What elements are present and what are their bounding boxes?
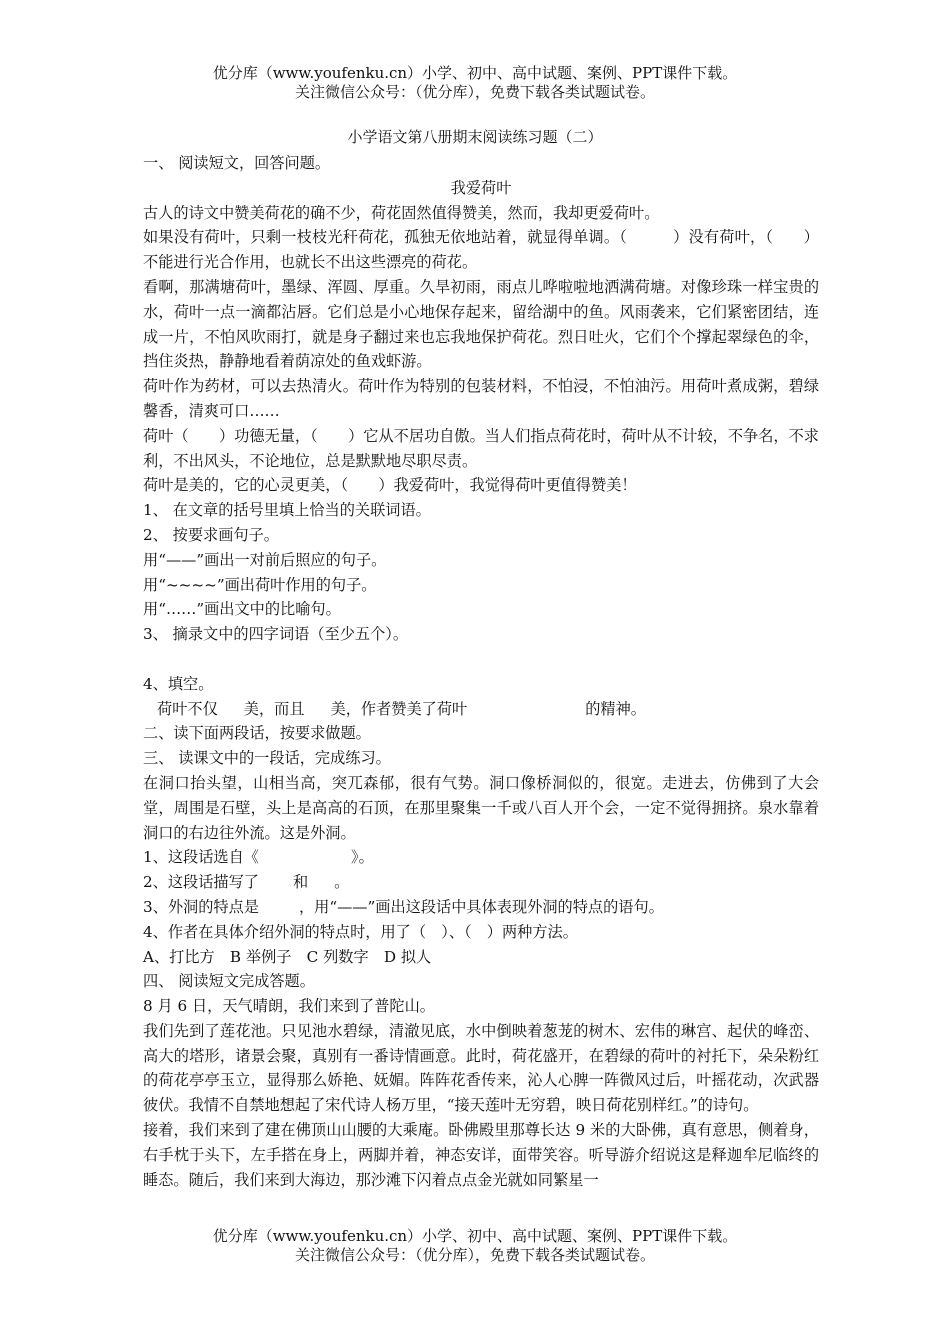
passage-paragraph: 接着，我们来到了建在佛顶山山腰的大乘庵。卧佛殿里那尊长达 9 米的大卧佛，真有意思，侧着身，右手枕于头下，左手搭在身上，两脚并着，神态安详，面带笑容。听导游介绍说这是释迦牟尼临终的睡态。随后，我们来到大海边，那沙滩下闪着点点金光就如同繁星一 xyxy=(143,1121,819,1189)
page-header xyxy=(0,64,950,102)
passage-title: 我爱荷叶 xyxy=(450,178,512,197)
answer-options: A、打比方 B 举例子 C 列数字 D 拟人 xyxy=(143,947,432,966)
passage-paragraph: 荷叶作为药材，可以去热清火。荷叶作为特别的包装材料，不怕浸，不怕油污。用荷叶煮成粥，碧绿馨香，清爽可口…… xyxy=(143,377,819,420)
passage-paragraph: 如果没有荷叶，只剩一枝枝光秆荷花，孤独无依地站着，就显得单调。（ ）没有荷叶，（ ）不能进行光合作用，也就长不出这些漂亮的荷花。 xyxy=(143,228,819,272)
fill-text: 美，而且 xyxy=(243,699,305,718)
passage-paragraph: 看啊，那满塘荷叶，墨绿、浑圆、厚重。久旱初雨，雨点儿哗啦啦地洒满荷塘。对像珍珠一样宝贵的水，荷叶一点一滴都沾唇。它们总是小心地保存起来，留给湖中的鱼。风雨袭来，它们紧密团结，连成一片，不怕风吹雨打，就是身子翻过来也忘我地保护荷花。烈日吐火，它们个个撑起翠绿色的伞，挡住炎热，静静地看着荫凉处的鱼戏虾游。 xyxy=(143,277,819,371)
fill-in-line xyxy=(143,697,819,722)
question-item xyxy=(143,845,819,870)
question-item: 2、 按要求画句子。 xyxy=(143,525,279,544)
question-item: 1、 在文章的括号里填上恰当的关联词语。 xyxy=(143,501,431,520)
question-subitem: 用“……”画出文中的比喻句。 xyxy=(143,600,341,619)
section-3-heading: 三、 读课文中的一段话，完成练习。 xyxy=(143,749,391,768)
answer-space xyxy=(143,647,819,672)
question-item: 4、填空。 xyxy=(143,674,214,693)
passage-paragraph: 我们先到了莲花池。只见池水碧绿，清澈见底，水中倒映着葱茏的树木、宏伟的琳宫、起伏的峰峦、高大的塔形，诸景会聚，真别有一番诗情画意。此时，荷花盛开，在碧绿的荷叶的衬托下，朵朵粉红的荷花亭亭玉立，显得那么娇艳、妩媚。阵阵花香传来，沁人心脾一阵微风过后，叶摇花动，次武器彼伏。我情不自禁地想起了宋代诗人杨万里，“接天莲叶无穷碧，映日荷花别样红。”的诗句。 xyxy=(143,1021,819,1115)
question-item: 4、作者在具体介绍外洞的特点时，用了（ ）、（ ）两种方法。 xyxy=(143,922,578,941)
section-2-heading: 二、读下面两段话，按要求做题。 xyxy=(143,724,371,743)
passage-paragraph: 荷叶（ ）功德无量，（ ）它从不居功自傲。当人们指点荷花时，荷叶从不计较，不争名，不求利，不出风头，不论地位，总是默默地尽职尽责。 xyxy=(143,426,819,470)
question-text: 2、这段话描写了 xyxy=(143,873,259,892)
footer-line-2: 关注微信公众号：（优分库），免费下载各类试题试卷。 xyxy=(294,1246,655,1264)
passage-paragraph: 荷叶是美的，它的心灵更美，（ ）我爱荷叶，我觉得荷叶更值得赞美！ xyxy=(143,476,637,495)
question-text: ，用“——”画出这段话中具体表现外洞的特点的语句。 xyxy=(298,897,664,916)
question-text: 和 xyxy=(292,873,309,892)
section-1-heading: 一、 阅读短文，回答问题。 xyxy=(143,154,331,172)
passage-paragraph: 在洞口抬头望，山相当高，突兀森郁，很有气势。洞口像桥洞似的，很宽。走进去，仿佛到了大会堂，周围是石壁，头上是高高的石顶，在那里聚集一千或八百人开个会，一定不觉得拥挤。泉水靠着洞口的右边往外流。这是外洞。 xyxy=(143,773,819,842)
fill-text: 的精神。 xyxy=(585,699,646,718)
fill-text: 荷叶不仅 xyxy=(157,699,218,718)
document-title: 小学语文第八册期末阅读练习题（二） xyxy=(347,128,603,146)
document-body xyxy=(143,151,819,1192)
passage-paragraph: 古人的诗文中赞美荷花的确不少，荷花固然值得赞美，然而，我却更爱荷叶。 xyxy=(143,203,660,222)
question-text: 1、这段话选自《 xyxy=(143,848,259,867)
question-text: 》。 xyxy=(350,848,374,867)
question-item xyxy=(143,870,819,895)
question-text: 。 xyxy=(334,873,350,892)
question-item xyxy=(143,895,819,920)
question-subitem: 用“——”画出一对前后照应的句子。 xyxy=(143,550,387,569)
fill-text: 美，作者赞美了荷叶 xyxy=(330,699,468,718)
footer-line-1: 优分库（www.youfenku.cn）小学、初中、高中试题、案例、PPT课件下载。 xyxy=(212,1227,738,1245)
page-footer xyxy=(0,1227,950,1265)
question-item: 3、 摘录文中的四字词语（至少五个）。 xyxy=(143,625,409,644)
passage-paragraph: 8 月 6 日，天气晴朗，我们来到了普陀山。 xyxy=(143,997,435,1016)
question-subitem: 用“~~~~”画出荷叶作用的句子。 xyxy=(143,575,377,594)
section-4-heading: 四、 阅读短文完成答题。 xyxy=(143,972,315,991)
question-text: 3、外洞的特点是 xyxy=(143,897,259,916)
header-line-1: 优分库（www.youfenku.cn）小学、初中、高中试题、案例、PPT课件下载。 xyxy=(212,64,738,82)
header-line-2: 关注微信公众号：（优分库），免费下载各类试题试卷。 xyxy=(294,83,655,101)
